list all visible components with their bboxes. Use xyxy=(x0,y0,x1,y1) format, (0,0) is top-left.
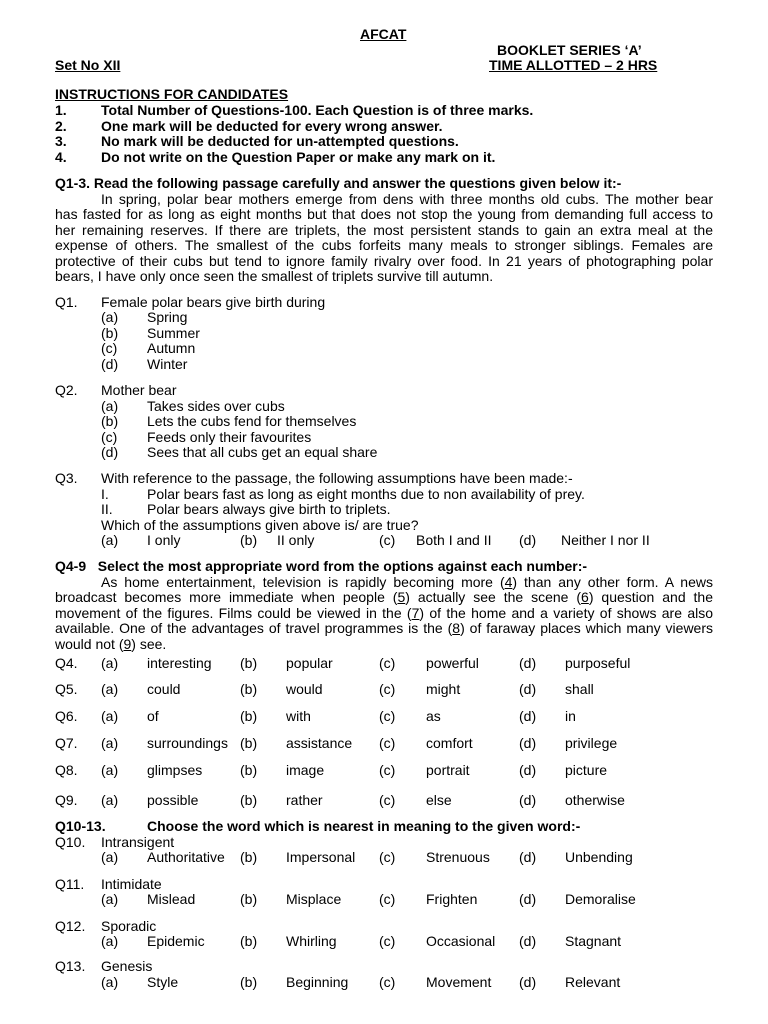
passage-line: her remaining reserves. If there are triplets, the most persistent stands to gain an extra meal at the xyxy=(55,222,713,238)
option-text: Strenuous xyxy=(426,849,490,865)
passage-line: protective of their cubs but tend to ignore family rivalry over food. In 21 years of photographing polar xyxy=(55,253,713,269)
question-number: Q12. xyxy=(55,918,86,934)
option-text: Summer xyxy=(147,325,200,341)
section-heading-q1-3: Q1-3. Read the following passage carefully and answer the questions given below it:- xyxy=(55,175,622,191)
option-text: Takes sides over cubs xyxy=(147,398,285,414)
option-label: (b) xyxy=(240,532,258,548)
question-number: Q7. xyxy=(55,735,78,751)
option-label: (a) xyxy=(101,762,119,778)
option-label: (a) xyxy=(101,891,119,907)
option-label: (b) xyxy=(240,891,258,907)
question-prompt: Which of the assumptions given above is/ are true? xyxy=(101,517,419,533)
option-text: surroundings xyxy=(147,735,228,751)
cloze-text: ) question and the xyxy=(588,589,713,605)
question-number: Q8. xyxy=(55,762,78,778)
option-label: (c) xyxy=(379,792,396,808)
cloze-line xyxy=(55,636,166,652)
given-word: Intransigent xyxy=(101,834,175,850)
option-label: (d) xyxy=(519,933,537,949)
option-label: (a) xyxy=(101,532,119,548)
instruction-text: No mark will be deducted for un-attempted questions. xyxy=(101,133,459,149)
option-label: (b) xyxy=(240,933,258,949)
option-label: (c) xyxy=(101,340,118,356)
option-text: Beginning xyxy=(286,974,349,990)
option-label: (d) xyxy=(519,762,537,778)
option-text: Occasional xyxy=(426,933,496,949)
option-text: Mislead xyxy=(147,891,196,907)
option-text: I only xyxy=(147,532,181,548)
option-text: popular xyxy=(286,655,333,671)
given-word: Genesis xyxy=(101,958,153,974)
cloze-text: would not ( xyxy=(55,636,124,652)
option-text: otherwise xyxy=(565,792,625,808)
option-text: Spring xyxy=(147,309,188,325)
option-text: in xyxy=(565,708,576,724)
option-text: Unbending xyxy=(565,849,633,865)
cloze-text: ) of the home and a variety of shows are also xyxy=(419,605,713,621)
option-text: with xyxy=(286,708,311,724)
option-label: (c) xyxy=(379,681,396,697)
option-text: Movement xyxy=(426,974,492,990)
cloze-text: ) than any other form. A news xyxy=(512,574,713,590)
option-text: II only xyxy=(277,532,315,548)
option-label: (b) xyxy=(240,792,258,808)
assumption-text: Polar bears fast as long as eight months due to non availability of prey. xyxy=(147,486,585,502)
assumption-text: Polar bears always give birth to triplets. xyxy=(147,501,391,517)
option-label: (c) xyxy=(101,429,118,445)
option-label: (c) xyxy=(379,708,396,724)
set-number: Set No XII xyxy=(55,57,121,73)
assumption-label: I. xyxy=(101,486,109,502)
option-label: (d) xyxy=(519,655,537,671)
option-text: picture xyxy=(565,762,608,778)
option-text: Authoritative xyxy=(147,849,225,865)
option-label: (d) xyxy=(519,708,537,724)
instruction-text: Total Number of Questions-100. Each Question is of three marks. xyxy=(101,102,534,118)
option-label: (c) xyxy=(379,735,396,751)
option-label: (a) xyxy=(101,792,119,808)
option-label: (d) xyxy=(519,849,537,865)
option-text: could xyxy=(147,681,181,697)
option-text: Impersonal xyxy=(286,849,356,865)
question-stem: Female polar bears give birth during xyxy=(101,294,326,310)
option-text: Both I and II xyxy=(416,532,492,548)
section-heading-q4-9: Q4-9 Select the most appropriate word from the options against each number:- xyxy=(55,558,588,574)
option-label: (d) xyxy=(101,444,119,460)
option-text: as xyxy=(426,708,441,724)
option-label: (b) xyxy=(240,708,258,724)
given-word: Intimidate xyxy=(101,876,162,892)
cloze-text: available. One of the advantages of travel programmes is the ( xyxy=(55,620,453,636)
cloze-line xyxy=(55,605,713,621)
option-text: image xyxy=(286,762,325,778)
cloze-text: As home entertainment, television is rapidly becoming more ( xyxy=(101,574,505,590)
option-label: (d) xyxy=(519,532,537,548)
option-text: privilege xyxy=(565,735,618,751)
cloze-text: ) see. xyxy=(131,636,167,652)
question-number: Q3. xyxy=(55,470,78,486)
cloze-line xyxy=(101,574,713,590)
instruction-text: One mark will be deducted for every wrong answer. xyxy=(101,118,443,134)
section-number-q10-13: Q10-13. xyxy=(55,818,106,834)
blank-number: 5 xyxy=(397,589,406,605)
option-label: (a) xyxy=(101,398,119,414)
question-stem: Mother bear xyxy=(101,382,177,398)
passage-line: expense of others. The smallest of the cubs forfeits many meals to stronger siblings. Females are xyxy=(55,237,713,253)
option-text: Stagnant xyxy=(565,933,622,949)
option-label: (c) xyxy=(379,655,396,671)
assumption-label: II. xyxy=(101,501,113,517)
option-text: rather xyxy=(286,792,323,808)
option-label: (b) xyxy=(101,325,119,341)
option-label: (d) xyxy=(519,681,537,697)
instruction-text: Do not write on the Question Paper or make any mark on it. xyxy=(101,149,496,165)
option-text: Autumn xyxy=(147,340,196,356)
option-label: (b) xyxy=(240,655,258,671)
option-label: (c) xyxy=(379,532,396,548)
question-stem: With reference to the passage, the following assumptions have been made:- xyxy=(101,470,573,486)
option-label: (a) xyxy=(101,655,119,671)
cloze-line xyxy=(55,589,713,605)
option-label: (d) xyxy=(519,792,537,808)
option-label: (b) xyxy=(101,413,119,429)
option-label: (c) xyxy=(379,762,396,778)
section-heading-q10-13: Choose the word which is nearest in meaning to the given word:- xyxy=(147,818,581,834)
option-text: possible xyxy=(147,792,199,808)
option-text: comfort xyxy=(426,735,473,751)
question-number: Q4. xyxy=(55,655,78,671)
option-label: (c) xyxy=(379,891,396,907)
option-text: Whirling xyxy=(286,933,337,949)
blank-number: 6 xyxy=(581,589,589,605)
option-label: (a) xyxy=(101,681,119,697)
option-text: glimpses xyxy=(147,762,203,778)
question-number: Q10. xyxy=(55,834,86,850)
option-label: (a) xyxy=(101,974,119,990)
question-number: Q2. xyxy=(55,382,78,398)
instruction-number: 3. xyxy=(55,133,67,149)
passage-line: bears, I have only once seen the smallest of triplets survive till autumn. xyxy=(55,268,494,284)
exam-title: AFCAT xyxy=(360,26,407,42)
passage-line: In spring, polar bear mothers emerge from dens with three months old cubs. The mother bear xyxy=(101,191,713,207)
option-text: purposeful xyxy=(565,655,631,671)
option-text: Neither I nor II xyxy=(561,532,650,548)
option-text: portrait xyxy=(426,762,470,778)
option-label: (b) xyxy=(240,735,258,751)
option-text: Winter xyxy=(147,356,188,372)
option-text: Lets the cubs fend for themselves xyxy=(147,413,357,429)
option-text: Sees that all cubs get an equal share xyxy=(147,444,378,460)
option-label: (b) xyxy=(240,974,258,990)
cloze-text: broadcast becomes more immediate when people ( xyxy=(55,589,398,605)
option-label: (b) xyxy=(240,849,258,865)
option-label: (d) xyxy=(519,735,537,751)
instruction-number: 4. xyxy=(55,149,67,165)
option-text: else xyxy=(426,792,452,808)
option-label: (a) xyxy=(101,309,119,325)
time-allotted: TIME ALLOTTED – 2 HRS xyxy=(489,57,658,73)
option-label: (b) xyxy=(240,681,258,697)
cloze-text: ) actually see the scene ( xyxy=(405,589,582,605)
blank-number: 9 xyxy=(123,636,132,652)
booklet-series: BOOKLET SERIES ‘A’ xyxy=(497,42,642,58)
option-label: (a) xyxy=(101,849,119,865)
instruction-number: 1. xyxy=(55,102,67,118)
option-label: (a) xyxy=(101,933,119,949)
blank-number: 8 xyxy=(452,620,461,636)
option-text: Feeds only their favourites xyxy=(147,429,312,445)
question-number: Q13. xyxy=(55,958,86,974)
option-label: (b) xyxy=(240,762,258,778)
option-label: (c) xyxy=(379,849,396,865)
option-label: (a) xyxy=(101,735,119,751)
option-label: (d) xyxy=(519,891,537,907)
option-text: would xyxy=(286,681,323,697)
option-text: of xyxy=(147,708,159,724)
option-label: (c) xyxy=(379,974,396,990)
question-number: Q6. xyxy=(55,708,78,724)
option-label: (c) xyxy=(379,933,396,949)
option-label: (d) xyxy=(101,356,119,372)
cloze-line xyxy=(55,620,713,636)
option-text: might xyxy=(426,681,461,697)
question-number: Q1. xyxy=(55,294,78,310)
option-text: Misplace xyxy=(286,891,342,907)
option-text: Style xyxy=(147,974,179,990)
option-text: powerful xyxy=(426,655,479,671)
option-text: Frighten xyxy=(426,891,478,907)
option-text: interesting xyxy=(147,655,212,671)
cloze-text: ) of faraway places which many viewers xyxy=(460,620,714,636)
option-label: (d) xyxy=(519,974,537,990)
instruction-number: 2. xyxy=(55,118,67,134)
question-number: Q9. xyxy=(55,792,78,808)
option-text: Relevant xyxy=(565,974,621,990)
passage-line: has fasted for as long as eight months but that does not stop the young from demanding full access to xyxy=(55,206,713,222)
option-text: shall xyxy=(565,681,594,697)
question-number: Q11. xyxy=(55,876,85,892)
cloze-text: movement of the figures. Films could be viewed in the ( xyxy=(55,605,412,621)
given-word: Sporadic xyxy=(101,918,157,934)
blank-number: 4 xyxy=(504,574,513,590)
option-text: Epidemic xyxy=(147,933,205,949)
blank-number: 7 xyxy=(411,605,420,621)
option-text: assistance xyxy=(286,735,353,751)
question-number: Q5. xyxy=(55,681,78,697)
option-label: (a) xyxy=(101,708,119,724)
instructions-heading: INSTRUCTIONS FOR CANDIDATES xyxy=(55,86,289,102)
option-text: Demoralise xyxy=(565,891,636,907)
